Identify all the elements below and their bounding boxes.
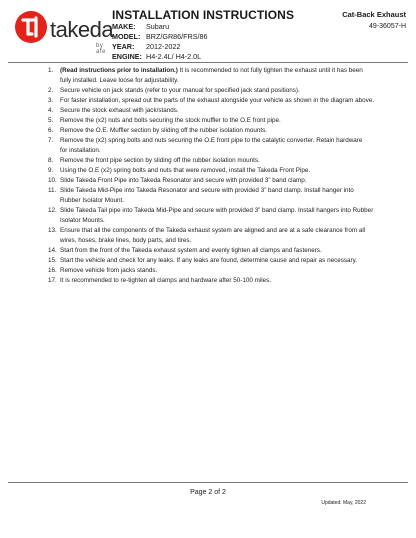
step-number: 17. (48, 277, 57, 284)
step-item (8, 176, 408, 186)
step-item (8, 266, 408, 276)
step-item (8, 86, 408, 96)
vehicle-label: ENGINE: (112, 52, 142, 61)
step-text: Remove the (x2) spring bolts and nuts securing the O.E front pipe to the catalytic converter. Retain hardware (60, 137, 363, 144)
vehicle-label: MODEL: (112, 32, 141, 41)
footer-divider (8, 482, 408, 483)
step-number: 5. (48, 117, 54, 124)
vehicle-value: Subaru (146, 22, 170, 31)
step-text: Slide Takeda Mid-Pipe into Takeda Resonator and secure with provided 3” band clamp. Install hanger into (60, 187, 354, 194)
vehicle-value: 2012-2022 (146, 42, 181, 51)
step-number: 4. (48, 107, 54, 114)
step-item (8, 256, 408, 266)
header-divider (8, 62, 408, 63)
step-text: Ensure that all the components of the Takeda exhaust system are aligned and are at a safe clearance from all (60, 227, 366, 234)
product-info (342, 10, 406, 30)
step-item (8, 246, 408, 256)
vehicle-label: MAKE: (112, 22, 136, 31)
vehicle-info (112, 22, 208, 62)
vehicle-value: H4-2.4L/ H4-2.0L (146, 52, 202, 61)
step-number: 3. (48, 97, 54, 104)
step-text: Slide Takeda Tail pipe into Takeda Mid-Pipe and secure with provided 3” band clamp. Install hangers into Rubber (60, 207, 374, 214)
step-item (8, 106, 408, 116)
step-number: 2. (48, 87, 54, 94)
takeda-emblem-icon (14, 10, 48, 44)
step-number: 13. (48, 227, 57, 234)
step-text: Secure the stock exhaust with jack/stands. (60, 107, 179, 114)
step-text: Start the vehicle and check for any leaks. If any leaks are found, determine cause and repair as necessary. (60, 257, 358, 264)
step-text: Rubber Isolator Mount. (60, 197, 125, 204)
step-item (8, 126, 408, 136)
step-item (8, 156, 408, 166)
step-lead: (Read instructions prior to installation.) (60, 67, 178, 74)
step-number: 10. (48, 177, 57, 184)
step-number: 15. (48, 257, 57, 264)
step-text: Slide Takeda Front Pipe into Takeda Resonator and secure with provided 3” band clamp. (60, 177, 307, 184)
step-text: It is recommended to re-tighten all clamps and hardware after 50-100 miles. (60, 277, 272, 284)
step-item (8, 186, 408, 206)
vehicle-row (112, 22, 208, 32)
updated-date: Updated: May, 2022 (321, 500, 366, 506)
vehicle-label: YEAR: (112, 42, 135, 51)
step-number: 7. (48, 137, 54, 144)
document-title: INSTALLATION INSTRUCTIONS (112, 8, 295, 22)
step-text: For faster installation, spread out the parts of the exhaust alongside your vehicle as shown in the diagram above. (60, 97, 374, 104)
steps-list (8, 66, 408, 286)
logo-subtext: by afe (96, 43, 106, 55)
takeda-logo (14, 10, 114, 55)
document-header (0, 0, 416, 62)
vehicle-row (112, 42, 208, 52)
step-item (8, 136, 408, 156)
step-text: fully installed. Leave loose for adjustability. (60, 77, 179, 84)
vehicle-row (112, 52, 208, 62)
step-number: 11. (48, 187, 57, 194)
step-text: wires, hoses, brake lines, body parts, and tires. (60, 237, 192, 244)
page-number: Page 2 of 2 (190, 489, 226, 496)
product-name: Cat-Back Exhaust (342, 10, 406, 19)
step-text: for installation. (60, 147, 101, 154)
step-item (8, 226, 408, 246)
step-number: 16. (48, 267, 57, 274)
step-item (8, 96, 408, 106)
step-number: 8. (48, 157, 54, 164)
step-text: Start from the front of the Takeda exhaust system and evenly tighten all clamps and fasteners. (60, 247, 322, 254)
step-item (8, 206, 408, 226)
step-text: Remove vehicle from jacks stands. (60, 267, 158, 274)
instructions-body (8, 66, 408, 482)
step-text: Isolator Mounts. (60, 217, 105, 224)
logo-wordmark: takeda (50, 17, 114, 42)
step-text: Remove the O.E. Muffler section by sliding off the rubber isolation mounts. (60, 127, 267, 134)
step-text: Remove the (x2) nuts and bolts securing the stock muffler to the O.E front pipe. (60, 117, 281, 124)
step-item (8, 276, 408, 286)
step-number: 6. (48, 127, 54, 134)
step-number: 9. (48, 167, 54, 174)
vehicle-row (112, 32, 208, 42)
step-text: It is recommended to not fully tighten the exhaust until it has been (177, 67, 363, 74)
step-item (8, 66, 408, 86)
step-number: 12. (48, 207, 57, 214)
step-number: 1. (48, 67, 54, 74)
step-text: Remove the front pipe section by sliding off the rubber isolation mounts. (60, 157, 260, 164)
step-text: Secure vehicle on jack stands (refer to your manual for specified jack stand positions). (60, 87, 300, 94)
step-text: Using the O.E (x2) spring bolts and nuts that were removed, install the Takeda Front Pipe. (60, 167, 311, 174)
part-number: 49-36057-H (369, 23, 406, 30)
step-item (8, 166, 408, 176)
vehicle-value: BRZ/GR86/FRS/86 (146, 32, 208, 41)
step-number: 14. (48, 247, 57, 254)
step-item (8, 116, 408, 126)
